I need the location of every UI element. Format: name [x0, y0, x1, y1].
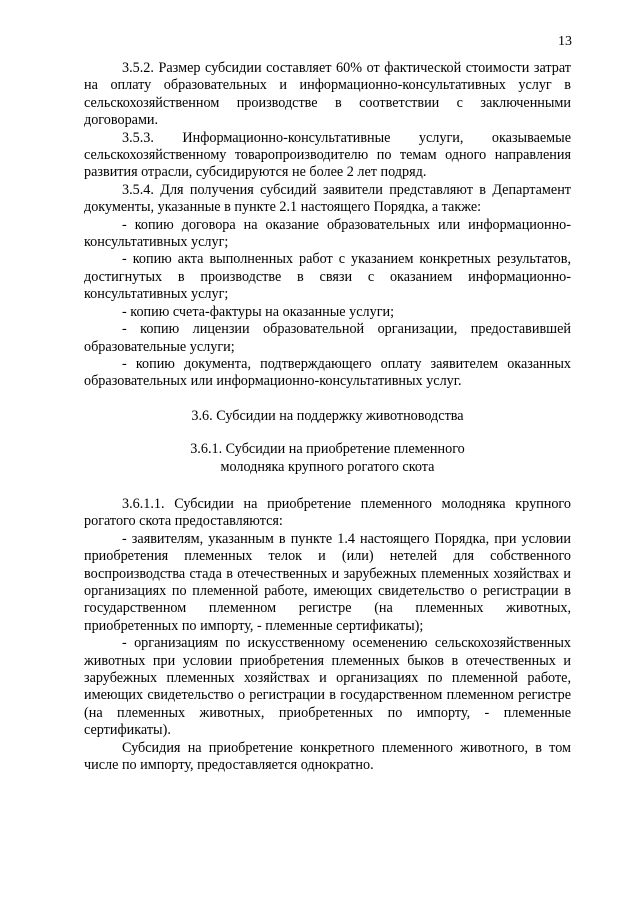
list-item-payment-doc-copy: - копию документа, подтверждающего оплату заявителем оказанных образовательных или информационно-консультативных услуг. — [84, 355, 571, 390]
paragraph-one-time-subsidy: Субсидия на приобретение конкретного племенного животного, в том числе по импорту, предоставляется однократно. — [84, 739, 571, 774]
paragraph-3-5-2: 3.5.2. Размер субсидии составляет 60% от фактической стоимости затрат на оплату образовательных и информационно-консультативных услуг в сельскохозяйственном производстве в соответствии с заключенными договорами. — [84, 60, 571, 129]
list-item-invoice-copy: - копию счета-фактуры на оказанные услуги; — [122, 303, 395, 320]
page-number: 13 — [558, 34, 572, 49]
list-item-contract-copy: - копию договора на оказание образовательных или информационно-консультативных услуг; — [84, 216, 571, 251]
list-item-insemination-orgs: - организациям по искусственному осеменению сельскохозяйственных животных при условии приобретения племенных быков в отечественных и зарубежных племенных хозяйствах и организациях по племенной работе, имеющих свидетельство о регистрации в государственном племенном регистре (на племенных животных, приобретенных по импорту, - племенные сертификаты). — [84, 635, 571, 739]
list-item-act-copy: - копию акта выполненных работ с указанием конкретных результатов, достигнутых в производстве в связи с оказанием информационно-консультативных услуг; — [84, 251, 571, 303]
subsection-heading-3-6-1-line2: молодняка крупного рогатого скота — [220, 458, 435, 475]
document-body — [84, 60, 571, 774]
paragraph-3-5-3: 3.5.3. Информационно-консультативные услуги, оказываемые сельскохозяйственному товаропроизводителю по темам одного направления развития отрасли, субсидируются не более 2 лет подряд. — [84, 129, 571, 181]
list-item-license-copy: - копию лицензии образовательной организации, предоставившей образовательные услуги; — [84, 321, 571, 355]
section-heading-3-6: 3.6. Субсидии на поддержку животноводства — [191, 407, 464, 424]
paragraph-3-6-1-1: 3.6.1.1. Субсидии на приобретение племенного молодняка крупного рогатого скота предоставляются: — [84, 495, 571, 530]
paragraph-3-5-4: 3.5.4. Для получения субсидий заявители представляют в Департамент документы, указанные в пункте 2.1 настоящего Порядка, а также: — [84, 181, 571, 216]
subsection-heading-3-6-1-line1: 3.6.1. Субсидии на приобретение племенного — [190, 441, 465, 458]
list-item-applicants: - заявителям, указанным в пункте 1.4 настоящего Порядка, при условии приобретения племенных телок и (или) нетелей для собственного воспроизводства стада в отечественных и зарубежных племенных хозяйствах и организациях по племенной работе, имеющих свидетельство о регистрации в государственном племенном регистре (на племенных животных, приобретенных по импорту, - племенные сертификаты); — [84, 530, 571, 634]
